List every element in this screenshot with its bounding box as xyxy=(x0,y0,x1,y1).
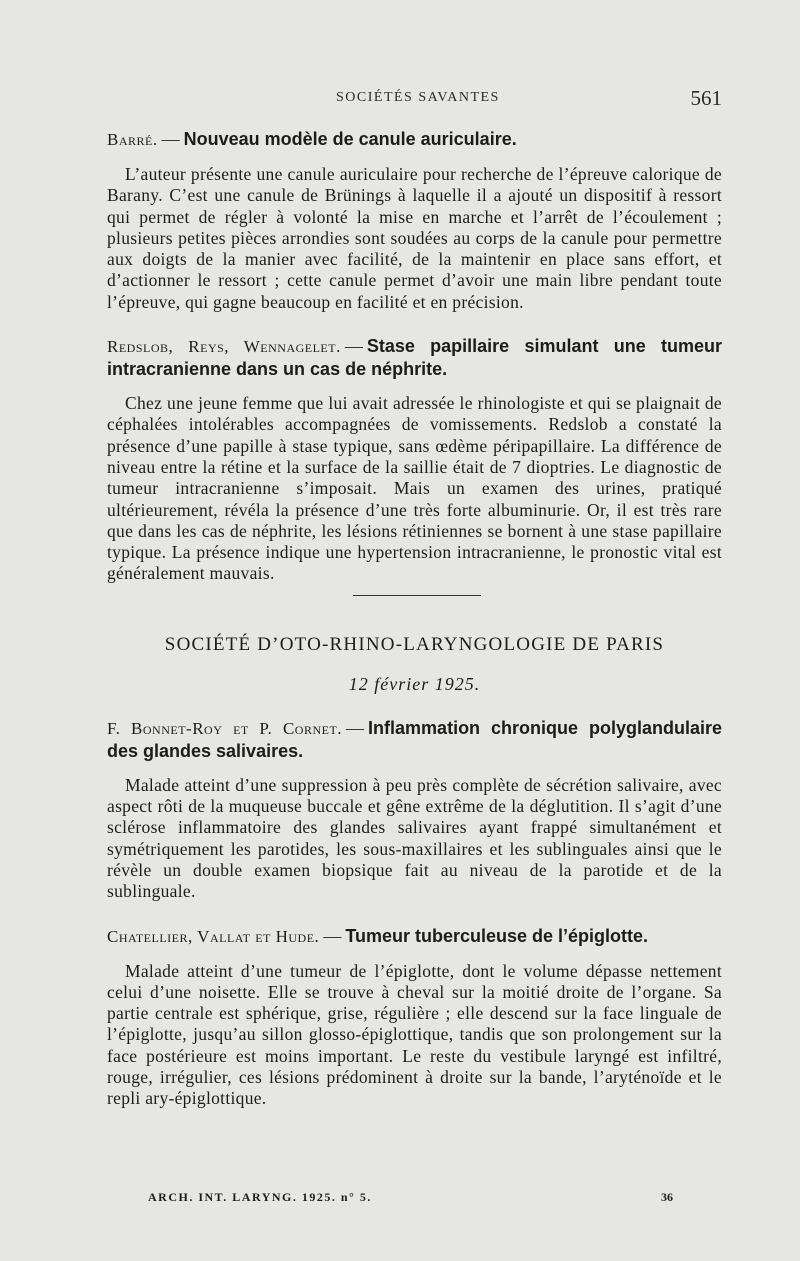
entry-chatellier xyxy=(107,925,722,1110)
running-head-title: SOCIÉTÉS SAVANTES xyxy=(336,90,500,105)
entry-authors: Chatellier, Vallat et Hude. xyxy=(107,926,320,946)
entry-dash: — xyxy=(161,129,180,149)
entry-redslob xyxy=(107,335,722,585)
entry-heading xyxy=(107,335,722,380)
entry-heading xyxy=(107,925,722,948)
entry-dash: — xyxy=(346,717,365,738)
entry-title: Inflammation chronique polyglandulaire des glandes salivaires. xyxy=(107,717,722,761)
entry-authors: Redslob, Reys, Wennagelet. xyxy=(107,337,341,357)
entry-bonnet-roy xyxy=(107,717,722,903)
entry-paragraph: Malade atteint d’une suppression à peu près complète de sécrétion salivaire, avec aspect rôti de la muqueuse buccale et gêne extrême de la déglutition. Il s’agit d’une sclérose inflammatoire des glandes salivaires ayant frappé simultanément et symétriquement les parotides, les sous-maxillaires et les sublinguales ainsi que le révèle un double examen biopsique fait au niveau de la parotide et de la sublinguale. xyxy=(107,774,722,902)
entry-title: Stase papillaire simulant une tumeur intracranienne dans un cas de néphrite. xyxy=(107,336,722,380)
entry-dash: — xyxy=(323,925,342,946)
entry-authors: F. Bonnet-Roy et P. Cornet. xyxy=(107,718,343,738)
entry-paragraph: L’auteur présente une canule auriculaire pour recherche de l’épreuve calorique de Barany. C’est une canule de Brünings à laquelle il a ajouté un dispositif à ressort qui permet de régler à volonté la mise en marche et l’arrêt de l’écoulement ; plusieurs petites pièces arrondies sont soudées au corps de la canule pour permettre aux doigts de la manier avec facilité, de la maintenir en place sans effort, et d’actionner le ressort ; cette canule permet d’avoir une main libre pendant toute l’épreuve, qui gagne beaucoup en facilité et en précision. xyxy=(107,164,722,312)
page-number: 561 xyxy=(690,86,722,110)
entry-title: Nouveau modèle de canule auriculaire. xyxy=(183,129,517,149)
page-body xyxy=(107,128,722,1132)
section-divider xyxy=(353,595,481,596)
entry-paragraph: Chez une jeune femme que lui avait adressée le rhinologiste et qui se plaignait de céphalées intolérables accompagnées de vomissements. Redslob a constaté la présence d’une papille à stase typique, sans œdème péripapillaire. La différence de niveau entre la rétine et la surface de la saillie était de 7 dioptries. Le diagnostic de tumeur intracranienne s’imposait. Mais un examen des urines, pratiqué ultérieurement, révéla la présence d’une très forte albuminurie. Or, il est très rare que dans les cas de néphrite, les lésions rétiniennes se bornent à une stase papillaire typique. La présence indique une hypertension intracranienne, le pronostic vital est généralement mauvais. xyxy=(107,393,722,584)
running-head xyxy=(0,86,800,110)
entry-dash: — xyxy=(344,336,363,357)
entry-title: Tumeur tuberculeuse de l’épiglotte. xyxy=(345,925,649,946)
journal-reference: ARCH. INT. LARYNG. 1925. n° 5. xyxy=(148,1190,372,1204)
society-heading: SOCIÉTÉ D’OTO-RHINO-LARYNGOLOGIE DE PARIS xyxy=(164,633,665,655)
session-date: 12 février 1925. xyxy=(348,673,481,694)
signature-mark: 36 xyxy=(661,1190,673,1204)
entry-authors: Barré. xyxy=(107,130,158,149)
page-footer xyxy=(0,1190,800,1210)
entry-heading xyxy=(107,717,722,762)
entry-barre xyxy=(107,128,722,313)
entry-paragraph: Malade atteint d’une tumeur de l’épiglotte, dont le volume dépasse nettement celui d’une noisette. Elle se trouve à cheval sur la moitié droite de l’organe. Sa partie centrale est sphérique, grise, régulière ; elle descend sur la face linguale de l’épiglotte, jusqu’au sillon glosso-épiglottique, tandis que son prolongement sur la face postérieure est moins important. Le reste du vestibule laryngé est infiltré, rouge, irrégulier, ces lésions prédominent à droite sur la bande, l’aryténoïde et le repli ary-épiglottique. xyxy=(107,960,722,1109)
entry-heading xyxy=(107,128,722,151)
